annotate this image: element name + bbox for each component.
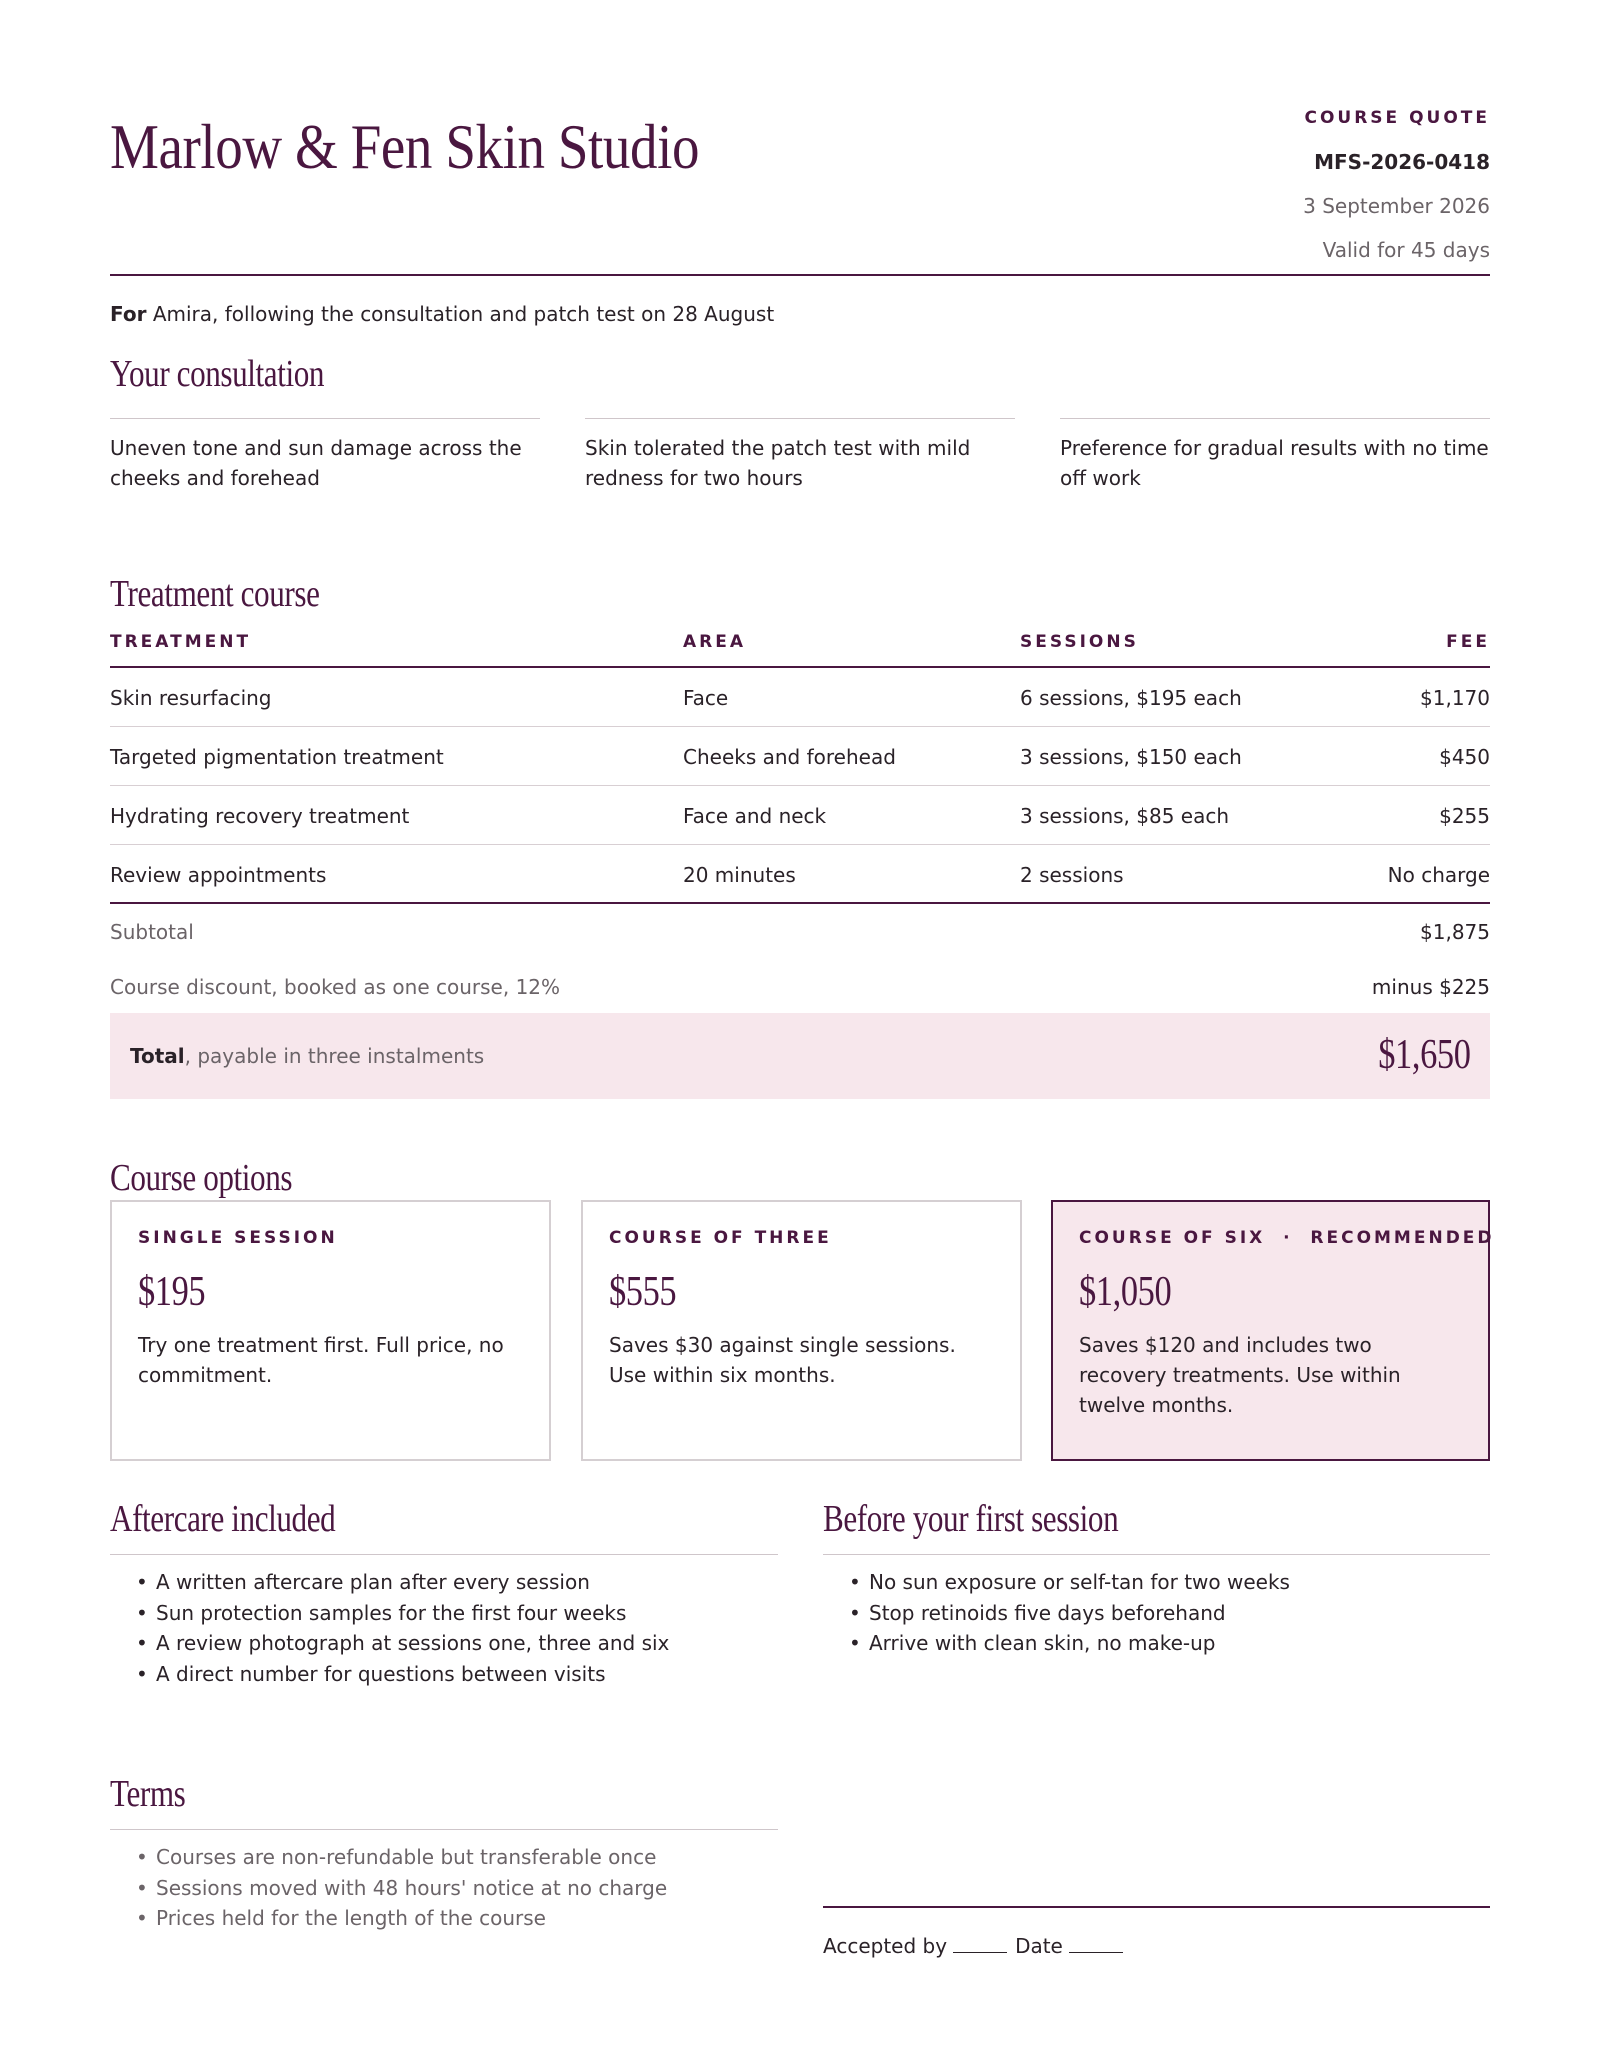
cell-area: 20 minutes	[683, 863, 796, 887]
quote-meta	[1303, 108, 1490, 262]
cell-sessions: 3 sessions, $150 each	[1020, 745, 1242, 769]
option-price: $555	[609, 1269, 677, 1315]
consultation-note: Uneven tone and sun damage across the cheeks and forehead	[110, 418, 540, 493]
cell-sessions: 3 sessions, $85 each	[1020, 804, 1230, 828]
cell-area: Face and neck	[683, 804, 827, 828]
aftercare-heading: Aftercare included	[110, 1498, 336, 1540]
cell-treatment: Skin resurfacing	[110, 686, 272, 710]
cell-treatment: Review appointments	[110, 863, 327, 887]
column-header: TREATMENT	[110, 632, 252, 652]
client-line	[110, 302, 774, 326]
option-desc: Saves $120 and includes two recovery treatments. Use within twelve months.	[1079, 1333, 1401, 1417]
quote-number: MFS-2026-0418	[1314, 150, 1490, 174]
quote-validity: Valid for 45 days	[1322, 238, 1490, 262]
option-price: $1,050	[1079, 1269, 1172, 1315]
date-label: Date	[1015, 1934, 1063, 1958]
column-header: AREA	[683, 632, 747, 652]
cell-sessions: 2 sessions	[1020, 863, 1124, 887]
before-heading: Before your first session	[823, 1498, 1119, 1540]
consultation-note: Skin tolerated the patch test with mild redness for two hours	[585, 418, 1015, 493]
total-label-suffix: , payable in three instalments	[184, 1044, 485, 1068]
list-item: • Prices held for the length of the course	[110, 1903, 667, 1934]
terms-heading: Terms	[110, 1773, 186, 1815]
subtotal-row	[110, 920, 1490, 944]
options-heading: Course options	[110, 1157, 293, 1199]
terms-list	[110, 1842, 667, 1934]
option-title: COURSE OF SIX · RECOMMENDED	[1079, 1228, 1495, 1248]
option-card-single[interactable]	[110, 1200, 551, 1461]
list-item: • Stop retinoids five days beforehand	[823, 1598, 1290, 1629]
before-divider	[823, 1554, 1490, 1555]
column-header: SESSIONS	[1020, 632, 1139, 652]
discount-label: Course discount, booked as one course, 12%	[110, 975, 561, 999]
before-list	[823, 1567, 1290, 1659]
cell-treatment: Hydrating recovery treatment	[110, 804, 410, 828]
total-box	[110, 1013, 1490, 1099]
list-item: • Sun protection samples for the first four weeks	[110, 1598, 669, 1629]
doc-type-label: COURSE QUOTE	[1304, 108, 1490, 128]
studio-name: Marlow & Fen Skin Studio	[110, 111, 700, 182]
table-header	[110, 628, 1490, 668]
consultation-note: Preference for gradual results with no time off work	[1060, 418, 1490, 493]
total-label	[130, 1044, 484, 1068]
option-price: $195	[138, 1269, 206, 1315]
list-item: • Courses are non-refundable but transferable once	[110, 1842, 667, 1873]
option-desc: Saves $30 against single sessions. Use within six months.	[609, 1333, 956, 1387]
for-label: For	[110, 302, 147, 326]
total-value: $1,650	[1377, 1032, 1470, 1078]
discount-row	[110, 975, 1490, 999]
list-item: • A direct number for questions between visits	[110, 1659, 669, 1690]
cell-area: Cheeks and forehead	[683, 745, 896, 769]
treatment-heading: Treatment course	[110, 573, 320, 615]
cell-sessions: 6 sessions, $195 each	[1020, 686, 1242, 710]
signature-line	[823, 1906, 1490, 1908]
option-title: COURSE OF THREE	[609, 1228, 832, 1248]
list-item: • A review photograph at sessions one, three and six	[110, 1628, 669, 1659]
subtotal-label: Subtotal	[110, 920, 194, 944]
cell-fee: $450	[1439, 745, 1490, 769]
date-field[interactable]	[1069, 1952, 1123, 1953]
list-item: • Arrive with clean skin, no make-up	[823, 1628, 1290, 1659]
cell-fee: $255	[1439, 804, 1490, 828]
aftercare-divider	[110, 1554, 778, 1555]
list-item: • Sessions moved with 48 hours' notice at no charge	[110, 1873, 667, 1904]
aftercare-list	[110, 1567, 669, 1689]
table-row	[110, 786, 1490, 845]
cell-treatment: Targeted pigmentation treatment	[110, 745, 444, 769]
table-row	[110, 845, 1490, 904]
option-desc: Try one treatment first. Full price, no commitment.	[138, 1333, 504, 1387]
cell-fee: No charge	[1387, 863, 1490, 887]
column-header: FEE	[1446, 632, 1490, 652]
option-card-six-recommended[interactable]	[1051, 1200, 1495, 1461]
treatment-table	[110, 628, 1490, 904]
client-text: Amira, following the consultation and patch test on 28 August	[146, 302, 775, 326]
table-row	[110, 727, 1490, 786]
cell-fee: $1,170	[1420, 686, 1490, 710]
signature-block	[823, 1934, 1131, 1958]
total-label-strong: Total	[130, 1044, 185, 1068]
cell-area: Face	[683, 686, 729, 710]
accepted-by-field[interactable]	[953, 1952, 1007, 1953]
subtotal-value: $1,875	[1420, 920, 1490, 944]
quote-date: 3 September 2026	[1303, 194, 1490, 218]
list-item: • A written aftercare plan after every session	[110, 1567, 669, 1598]
terms-divider	[110, 1829, 778, 1830]
accepted-by-label: Accepted by	[823, 1934, 948, 1958]
table-row	[110, 668, 1490, 727]
quote-header	[110, 80, 1490, 276]
discount-value: minus $225	[1371, 975, 1490, 999]
option-card-three[interactable]	[581, 1200, 1022, 1461]
option-title: SINGLE SESSION	[138, 1228, 338, 1248]
consultation-heading: Your consultation	[110, 353, 325, 395]
list-item: • No sun exposure or self-tan for two weeks	[823, 1567, 1290, 1598]
